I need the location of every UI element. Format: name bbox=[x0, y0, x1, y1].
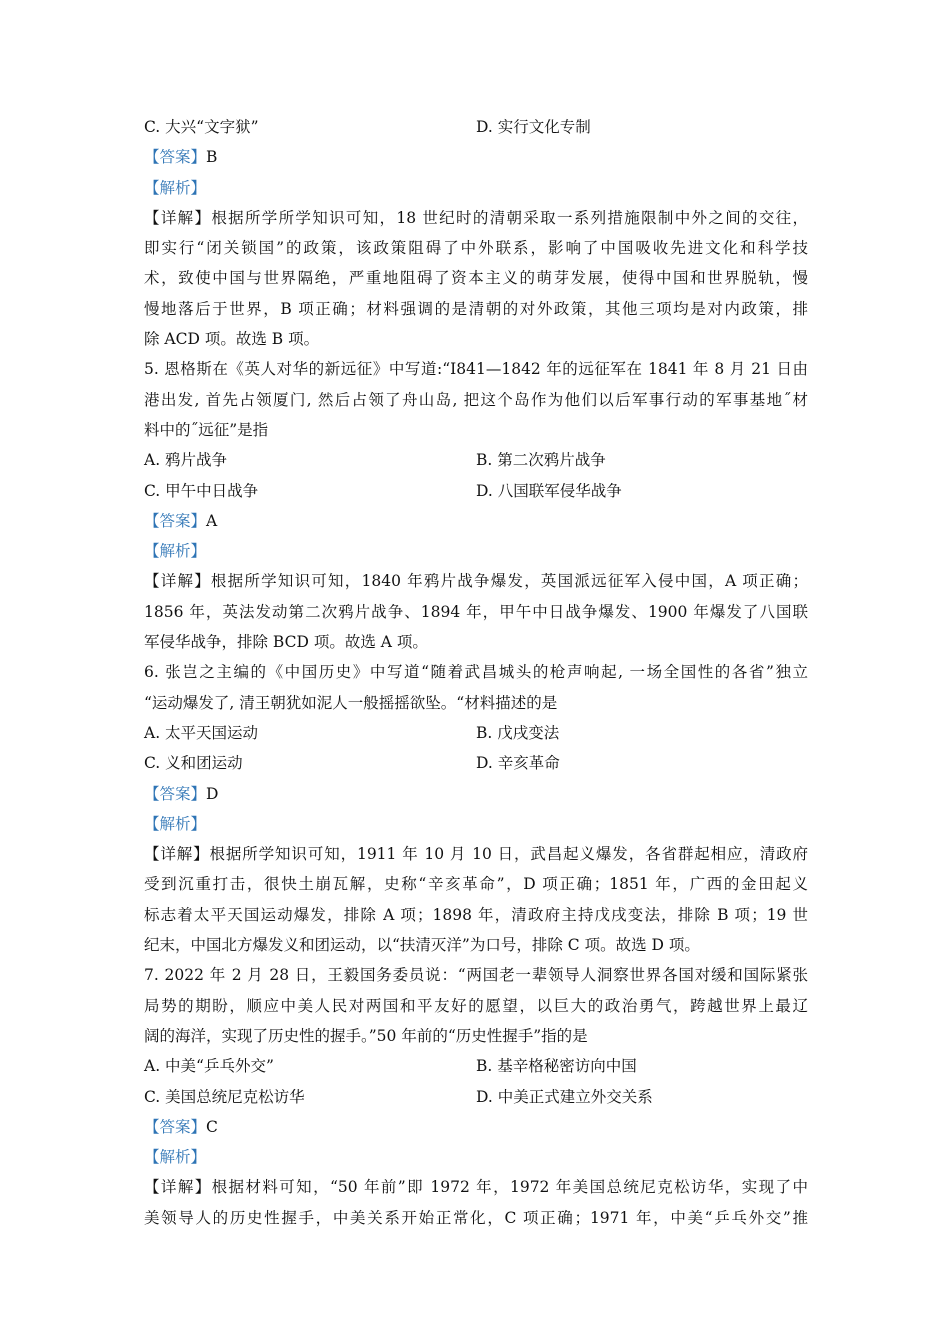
q4-analysis-label: 【解析】 bbox=[144, 178, 207, 197]
q7-detail-text: 根据材料可知，“50 年前”即 1972 年，1972 年美国总统尼克松访华，实现了中 bbox=[211, 1178, 808, 1197]
q7-option-b: B. 基辛格秘密访向中国 bbox=[476, 1057, 637, 1076]
document-content bbox=[144, 112, 808, 1233]
q7-answer-value: C bbox=[206, 1117, 218, 1136]
q4-detail-line: 即实行“闭关锁国”的政策，该政策阻碍了中外联系，影响了中国吸收先进文化和科学技 bbox=[144, 239, 808, 258]
q7-analysis-label: 【解析】 bbox=[144, 1148, 207, 1167]
q7-detail-line: 美领导人的历史性握手，中美关系开始正常化，C 项正确；1971 年，中美“乒乓外交”推 bbox=[144, 1208, 808, 1227]
q7-answer-label: 【答案】 bbox=[144, 1117, 207, 1136]
q6-analysis bbox=[144, 809, 808, 839]
q6-stem-line: 6. 张岂之主编的《中国历史》中写道“随着武昌城头的枪声响起, 一场全国性的各省”独立 bbox=[144, 663, 808, 682]
q5-detail-line: 1856 年，英法发动第二次鸦片战争、1894 年，甲午中日战争爆发、1900 年爆发了八国联 bbox=[144, 602, 808, 621]
q6-options-ab bbox=[144, 718, 808, 748]
q5-detail-line: 军侵华战争，排除 BCD 项。故选 A 项。 bbox=[144, 633, 428, 652]
q4-options-cd bbox=[144, 112, 808, 142]
q4-detail-text: 根据所学所学知识可知，18 世纪时的清朝采取一系列措施限制中外之间的交往， bbox=[211, 208, 808, 227]
q6-option-c: C. 义和团运动 bbox=[144, 754, 243, 773]
q6-detail-text: 根据所学知识可知，1911 年 10 月 10 日，武昌起义爆发，各省群起相应，清政府 bbox=[209, 845, 808, 864]
q6-option-a: A. 太平天国运动 bbox=[144, 723, 259, 742]
q7-option-d: D. 中美正式建立外交关系 bbox=[476, 1087, 653, 1106]
q5-detail-line bbox=[144, 566, 808, 596]
q5-detail-text: 根据所学知识可知，1840 年鸦片战争爆发，英国派远征军入侵中国，A 项正确； bbox=[210, 572, 808, 591]
q4-detail-line: 慢地落后于世界，B 项正确；材料强调的是清朝的对外政策，其他三项均是对内政策，排 bbox=[144, 299, 808, 318]
q5-options-ab bbox=[144, 445, 808, 475]
q4-answer-value: B bbox=[206, 148, 218, 167]
q6-stem-line: “运动爆发了, 清王朝犹如泥人一般摇摇欲坠。“材料描述的是 bbox=[144, 693, 558, 712]
q7-option-a: A. 中美“乒乓外交” bbox=[144, 1057, 274, 1076]
q6-answer-value: D bbox=[206, 784, 219, 803]
q5-stem-line: 5. 恩格斯在《英人对华的新远征》中写道:“I841—1842 年的远征军在 1841 年 8 月 21 日由 bbox=[144, 360, 808, 379]
q5-detail-label: 【详解】 bbox=[144, 572, 211, 591]
q6-detail-line: 标志着太平天国运动爆发，排除 A 项；1898 年，清政府主持戊戌变法，排除 B 项；19 世 bbox=[144, 905, 808, 924]
q6-options-cd bbox=[144, 748, 808, 778]
q5-analysis-label: 【解析】 bbox=[144, 542, 207, 561]
q5-stem-line: 料中的˝远征”是指 bbox=[144, 420, 269, 439]
q4-answer bbox=[144, 142, 808, 172]
q7-detail-label: 【详解】 bbox=[144, 1178, 212, 1197]
q6-option-d: D. 辛亥革命 bbox=[476, 754, 560, 773]
q5-answer-value: A bbox=[206, 511, 218, 530]
q7-stem-line: 7. 2022 年 2 月 28 日，王毅国务委员说：“两国老一辈领导人洞察世界各国对缓和国际紧张 bbox=[144, 966, 808, 985]
q5-option-c: C. 甲午中日战争 bbox=[144, 481, 259, 500]
q4-detail-line: 术，致使中国与世界隔绝，严重地阻碍了资本主义的萌芽发展，使得中国和世界脱轨，慢 bbox=[144, 269, 808, 288]
q4-analysis bbox=[144, 173, 808, 203]
q6-detail-line: 纪末，中国北方爆发义和团运动，以“扶清灭洋”为口号，排除 C 项。故选 D 项。 bbox=[144, 936, 700, 955]
q7-option-c: C. 美国总统尼克松访华 bbox=[144, 1087, 305, 1106]
q5-options-cd bbox=[144, 476, 808, 506]
q6-option-b: B. 戊戌变法 bbox=[476, 723, 560, 742]
q5-answer bbox=[144, 506, 808, 536]
q7-stem-line: 局势的期盼，顺应中美人民对两国和平友好的愿望，以巨大的政治勇气，跨越世界上最辽 bbox=[144, 996, 808, 1015]
q7-answer bbox=[144, 1112, 808, 1142]
q7-options-ab bbox=[144, 1051, 808, 1081]
q7-detail-line bbox=[144, 1172, 808, 1202]
q4-option-c: C. 大兴“文字狱” bbox=[144, 118, 259, 136]
q7-options-cd bbox=[144, 1082, 808, 1112]
q6-detail-line: 受到沉重打击，很快土崩瓦解，史称“辛亥革命”，D 项正确；1851 年，广西的金田起义 bbox=[144, 875, 808, 894]
q7-analysis bbox=[144, 1142, 808, 1172]
q4-detail-label: 【详解】 bbox=[144, 208, 212, 227]
q5-answer-label: 【答案】 bbox=[144, 511, 207, 530]
q5-option-d: D. 八国联军侵华战争 bbox=[476, 481, 622, 500]
q6-detail-label: 【详解】 bbox=[144, 845, 210, 864]
q7-stem-line: 阔的海洋，实现了历史性的握手。”50 年前的“历史性握手”指的是 bbox=[144, 1026, 588, 1045]
q5-stem-line: 港出发, 首先占领厦门, 然后占领了舟山岛, 把这个岛作为他们以后军事行动的军事基地˝材 bbox=[144, 390, 808, 409]
q6-analysis-label: 【解析】 bbox=[144, 814, 207, 833]
q6-answer bbox=[144, 779, 808, 809]
q5-option-a: A. 鸦片战争 bbox=[144, 451, 228, 470]
q4-option-d: D. 实行文化专制 bbox=[476, 118, 591, 136]
q4-detail-line bbox=[144, 203, 808, 233]
q5-analysis bbox=[144, 536, 808, 566]
q6-answer-label: 【答案】 bbox=[144, 784, 207, 803]
q5-option-b: B. 第二次鸦片战争 bbox=[476, 451, 606, 470]
q4-answer-label: 【答案】 bbox=[144, 148, 207, 167]
q6-detail-line bbox=[144, 839, 808, 869]
q4-detail-line: 除 ACD 项。故选 B 项。 bbox=[144, 330, 320, 349]
